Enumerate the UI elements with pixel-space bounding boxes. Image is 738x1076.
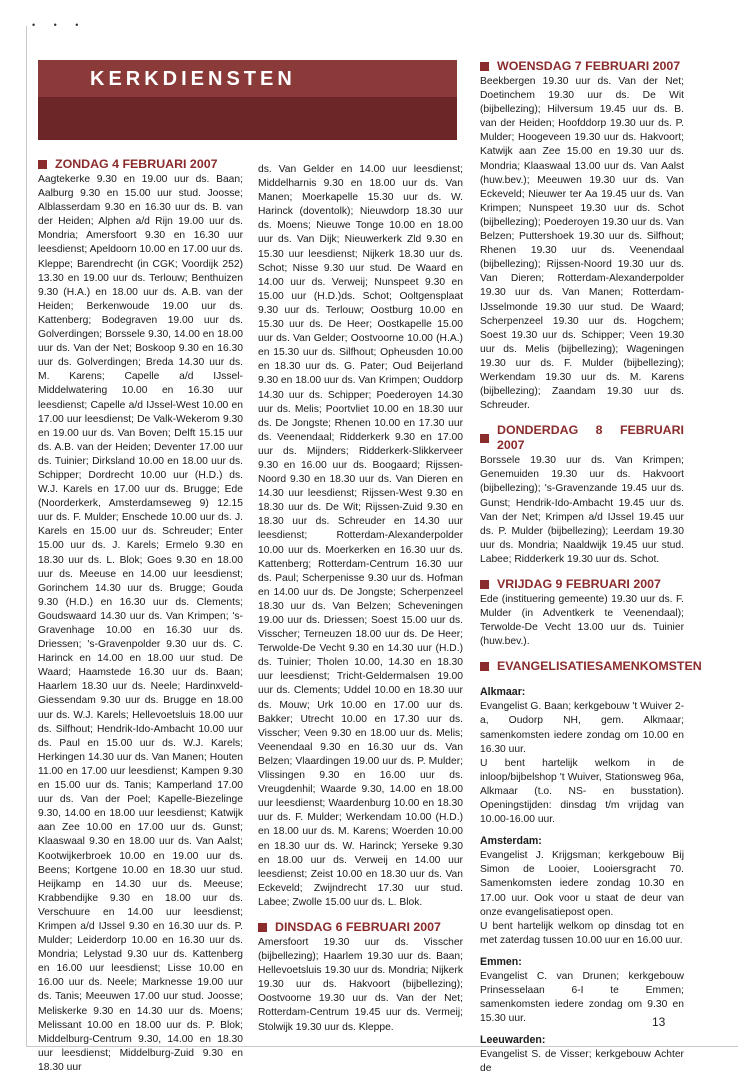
page-number: 13: [652, 1015, 666, 1029]
emmen-text-1: Evangelist C. van Drunen; kerkgebouw Prinsesselaan 6-I te Emmen; samenkomsten iedere zondag om 9.30 en 15.30 uur.: [480, 970, 684, 1025]
column-1: [38, 157, 243, 1075]
thursday-services-text: Borssele 19.30 uur ds. Van Krimpen; Genemuiden 19.30 uur ds. Hakvoort (bijbellezing); 's-Gravenzande 19.45 uur ds. Gunst; Hendrik-Ido-Ambacht 19.45 uur ds. Van der Net; Krimpen a/d IJssel 19.45 uur ds. P. Mulder (bijbellezing); Leerdam 19.30 uur ds. Mondria; Naaldwijk 19.45 uur stud. Labee; Ridderkerk 19.30 uur ds. Schot.: [480, 455, 684, 565]
heading-tuesday: DINSDAG 6 FEBRUARI 2007: [258, 920, 463, 935]
leeuwarden-text-1: Evangelist S. de Visser; kerkgebouw Achter de: [480, 1049, 684, 1075]
heading-thursday: DONDERDAG 8 FEBRUARI 2007: [480, 423, 684, 453]
square-bullet-icon: [480, 62, 489, 71]
alkmaar-text-2: U bent hartelijk welkom in de inloop/bijbelshop 't Wuiver, Stationsweg 96a, Alkmaar (t.o. NS- en busstation). Openingstijden: dinsdag t/m vrijdag van 10.00-16.00 uur.: [480, 757, 684, 826]
square-bullet-icon: [38, 160, 47, 169]
tuesday-services-text: Amersfoort 19.30 uur ds. Visscher (bijbellezing); Haarlem 19.30 uur ds. Baan; Hellevoetsluis 19.30 uur ds. Mondria; Nijkerk 19.30 uur ds. Hakvoort (bijbellezing); Oostvoorne 19.30 uur ds. Van der Net; Rotterdam-Centrum 19.45 uur ds. Vermeij; Stolwijk 19.30 uur ds. Kleppe.: [258, 936, 463, 1033]
subheading-amsterdam: Amsterdam:: [480, 835, 542, 848]
alkmaar-text-1: Evangelist G. Baan; kerkgebouw 't Wuiver 2-a, Oudorp NH, gem. Alkmaar; samenkomsten iedere zondag om 10.00 en 16.30 uur.: [480, 701, 684, 755]
heading-wednesday: WOENSDAG 7 FEBRUARI 2007: [480, 59, 684, 74]
page-edge-line: [26, 26, 27, 1046]
heading-friday: VRIJDAG 9 FEBRUARI 2007: [480, 577, 684, 592]
column-2: [258, 163, 463, 1035]
amsterdam-text-1: Evangelist J. Krijgsman; kerkgebouw Bij Simon de Looier, Looiersgracht 70. Samenkomsten iedere zondag 10.30 en 17.00 uur. Ook voor u staat de deur van onze evangelisatiepost open.: [480, 850, 684, 918]
heading-evangelisation: EVANGELISATIESAMENKOMSTEN: [480, 659, 684, 674]
square-bullet-icon: [258, 923, 267, 932]
section-title: KERKDIENSTEN: [90, 68, 296, 90]
amsterdam-text-2: U bent hartelijk welkom op dinsdag tot en met zaterdag tussen 10.00 uur en 16.00 uur.: [480, 920, 684, 946]
subheading-emmen: Emmen:: [480, 955, 522, 968]
subheading-alkmaar: Alkmaar:: [480, 686, 526, 699]
sunday-services-text: Aagtekerke 9.30 en 19.00 uur ds. Baan; Aalburg 9.30 en 15.00 uur stud. Joosse; Alblasserdam 9.30 en 16.30 uur ds. B. van der Heiden; Alphen a/d Rijn 19.00 uur ds. Mondria; Amersfoort 9.30 en 16.30 uur leesdienst; Apeldoorn 10.00 en 17.00 uur ds. Kleppe; Barendrecht (in CGK; Voordijk 252) 13.30 en 19.00 uur ds. Terlouw; Benthuizen 9.30 (H.A.) en 18.00 uur ds. A.B. van der Heiden; Berkenwoude 19.00 uur ds. Kattenberg; Bodegraven 19.00 uur ds. Golverdingen; Borssele 9.30, 14.00 en 18.00 uur ds. Van der Net; Boskoop 9.30 en 16.30 uur ds. Golverdingen; Breda 14.30 uur ds. M. Karens; Capelle a/d IJssel-Middelwatering 10.00 en 16.30 uur leesdienst; Capelle a/d IJssel-West 10.00 en 17.00 uur leesdienst; De Valk-Wekerom 9.30 en 19.00 uur ds. Van Boven; Delft 15.15 uur ds. A.B. van der Heiden; Deventer 17.00 uur ds. Tuinier; Dirksland 10.00 en 18.00 uur ds. Schipper; Dordrecht 10.00 uur (H.D.) ds. W.J. Karels en 17.00 uur ds. Brugge; Ede (Noorderkerk, Amsterdamseweg 9) 12.15 uur ds. F. Mulder; Enschede 10.00 uur ds. J. Karels en 15.00 uur ds. Schreuder; Enter 15.00 uur ds. J. Karels; Ermelo 9.30 en 18.30 uur ds. L. Blok; Goes 9.30 en 18.00 uur ds. Meeuse en 14.00 uur leesdienst; Gorinchem 14.30 uur ds. Brugge; Gouda 9.30 (H.D.) en 16.30 uur ds. Clements; Goudswaard 14.30 uur ds. Van Krimpen; 's-Gravenhage 10.00 en 16.30 uur ds. Driessen; 's-Gravenpolder 9.30 uur ds. C. Harinck en 14.00 en 18.00 uur stud. De Waard; Haamstede 16.30 uur ds. Baan; Haarlem 18.30 uur ds. Neele; Hardinxveld-Giessendam 9.30 uur ds. Brugge en 18.00 uur ds. W.J. Karels; Hellevoetsluis 18.00 uur ds. Silfhout; Hendrik-Ido-Ambacht 10.00 uur ds. Paul en 15.00 uur ds. W.J. Karels; Herkingen 14.30 uur ds. Van Manen; Houten 11.00 en 17.00 uur leesdienst; Kampen 9.30 en 15.00 uur ds. Tanis; Kamperland 17.00 uur ds. Van der Poel; Kapelle-Biezelinge 9.30, 14.00 en 18.00 uur leesdienst; Katwijk aan Zee 10.00 en 17.00 uur ds. Gunst; Klaaswaal 9.30 en 18.00 uur ds. Van Aalst; Kootwijkerbroek 10.00 en 19.00 uur ds. Beens; Kortgene 10.00 en 18.30 uur stud. Heijkamp en 14.30 uur ds. Meeuse; Krabbendijke 9.30 en 18.00 uur ds. Verschuure en 14.00 uur leesdienst; Krimpen a/d IJssel 9.30 en 16.30 uur ds. P. Mulder; Leiderdorp 10.00 en 16.30 uur ds. Mondria; Lelystad 9.30 uur ds. Kattenberg en 16.00 uur leesdienst; Lisse 10.00 en 16.00 uur ds. Neele; Marknesse 19.00 uur ds. Tanis; Meeuwen 17.00 uur stud. Joosse; Meliskerke 9.30 en 14.30 uur ds. Moens; Melissant 10.00 en 18.00 uur ds. P. Blok; Middelburg-Centrum 9.30, 14.00 en 18.30 uur leesdienst; Middelburg-Zuid 9.30 en 18.30 uur: [38, 174, 243, 1073]
wednesday-services-text: Beekbergen 19.30 uur ds. Van der Net; Doetinchem 19.30 uur ds. De Wit (bijbellezing); Hilversum 19.45 uur ds. B. van der Heiden; Hoofddorp 19.30 uur ds. P. Mulder; Hoogeveen 19.30 uur ds. Hakvoort; Katwijk aan Zee 15.00 en 19.30 uur ds. Mondria; Klaaswaal 13.00 uur ds. Van Aalst (huw.bev.); Meeuwen 19.30 uur ds. Van Eckeveld; Nieuwer ter Aa 19.45 uur ds. Van Krimpen; Nunspeet 19.30 uur ds. Schot (bijbellezing); Poederoyen 19.30 uur ds. Van Belzen; Puttershoek 19.30 uur ds. Silfhout; Rhenen 19.30 uur ds. Veenendaal (bijbellezing); Rijssen-Noord 19.30 uur ds. Van Dieren; Rotterdam-Alexanderpolder 19.30 uur ds. Van Manen; Rotterdam-IJsselmonde 19.30 uur stud. De Waard; Scherpenzeel 19.30 uur ds. Hogchem; Soest 19.30 uur ds. Schipper; Veen 19.30 uur ds. Melis (bijbellezing); Wageningen 19.30 uur ds. F. Mulder (bijbellezing); Werkendam 19.30 uur ds. M. Karens (bijbellezing); Zaandam 19.30 uur ds. Schreuder.: [480, 76, 684, 412]
section-banner: [38, 60, 457, 140]
heading-sunday: ZONDAG 4 FEBRUARI 2007: [38, 157, 243, 172]
banner-top-band: [38, 60, 457, 97]
friday-services-text: Ede (instituering gemeente) 19.30 uur ds. F. Mulder (in Adventkerk te Veenendaal); Terwolde-De Vecht 13.00 uur ds. Tuinier (huw.bev.).: [480, 594, 684, 648]
square-bullet-icon: [480, 662, 489, 671]
registration-marks: • • •: [32, 20, 87, 30]
sunday-services-text-cont: ds. Van Gelder en 14.00 uur leesdienst; Middelharnis 9.30 en 18.00 uur ds. Van Manen; Moerkapelle 15.30 uur ds. W. Harinck (doventolk); Nieuwdorp 18.30 uur ds. Moens; Nieuwe Tonge 10.00 en 18.00 uur ds. Van Dijk; Nieuwerkerk Zld 9.30 en 15.30 uur leesdienst; Nijkerk 18.30 uur ds. Schot; Nisse 9.30 uur stud. De Waard en 14.00 uur ds. Verweij; Nunspeet 9.30 en 15.00 uur (H.D.)ds. Schot; Ooltgensplaat 9.30 uur ds. Terlouw; Oostburg 10.00 en 15.30 uur ds. De Heer; Oostkapelle 15.00 uur ds. Van Gelder; Oostvoorne 10.00 (H.A.) en 15.30 uur ds. Silfhout; Opheusden 10.00 en 18.30 uur ds. G. Pater; Oud Beijerland 9.30 en 18.00 uur ds. Van Krimpen; Ouddorp 14.30 uur ds. Schipper; Poederoyen 14.30 uur ds. Melis; Poortvliet 10.00 en 18.30 uur ds. De Jongste; Rhenen 10.00 en 17.30 uur ds. Veenendaal; Ridderkerk 9.30 en 17.00 uur ds. Mijnders; Ridderkerk-Slikkerveer 9.30 en 16.00 uur ds. Boogaard; Rijssen-Noord 9.30 en 18.30 uur ds. Van Dieren en 14.30 uur leesdienst; Rijssen-West 9.30 en 18.30 uur ds. De Wit; Rijssen-Zuid 9.30 en 18.30 uur ds. Schreuder en 14.30 uur leesdienst; Rotterdam-Alexanderpolder 10.00 uur ds. Moerkerken en 16.30 uur ds. Kattenberg; Rotterdam-Centrum 16.30 uur ds. Paul; Scherpenisse 9.30 uur ds. Hofman en 14.00 uur ds. De Jongste; Scherpenzeel 18.30 uur ds. Van Belzen; Scheveningen 19.00 uur ds. Driessen; Soest 15.00 uur ds. Visscher; Terneuzen 18.00 uur ds. De Heer; Terwolde-De Vecht 9.30 en 14.30 uur (H.D.) ds. Tuinier; Tholen 10.00, 14.30 en 18.30 uur leesdienst; Tricht-Geldermalsen 19.00 uur ds. Clements; Uddel 10.00 en 18.30 uur ds. Mouw; Urk 10.00 en 17.00 uur ds. Bakker; Utrecht 10.00 en 17.30 uur ds. Visscher; Veen 9.30 en 18.00 uur ds. Melis; Veenendaal 9.30 en 16.30 uur ds. Van Belzen; Vlaardingen 19.00 uur ds. P. Mulder; Vlissingen 9.30 en 16.00 uur ds. Vreugdenhil; Waarde 9.30, 14.00 en 18.00 uur leesdienst; Waardenburg 10.00 en 18.30 uur ds. F. Mulder; Werkendam 10.00 (H.D.) en 18.00 uur ds. M. Karens; Woerden 10.00 en 18.30 uur ds. W. Harinck; Yerseke 9.30 en 18.00 uur ds. Verweij en 14.00 uur leesdienst; Zeist 10.00 en 18.30 uur ds. Van Eckeveld; Zwijndrecht 17.30 uur stud. Labee; Zwolle 15.00 uur ds. L. Blok.: [258, 164, 463, 908]
column-3: [480, 59, 702, 1076]
square-bullet-icon: [480, 580, 489, 589]
square-bullet-icon: [480, 434, 489, 443]
subheading-leeuwarden: Leeuwarden:: [480, 1034, 546, 1047]
